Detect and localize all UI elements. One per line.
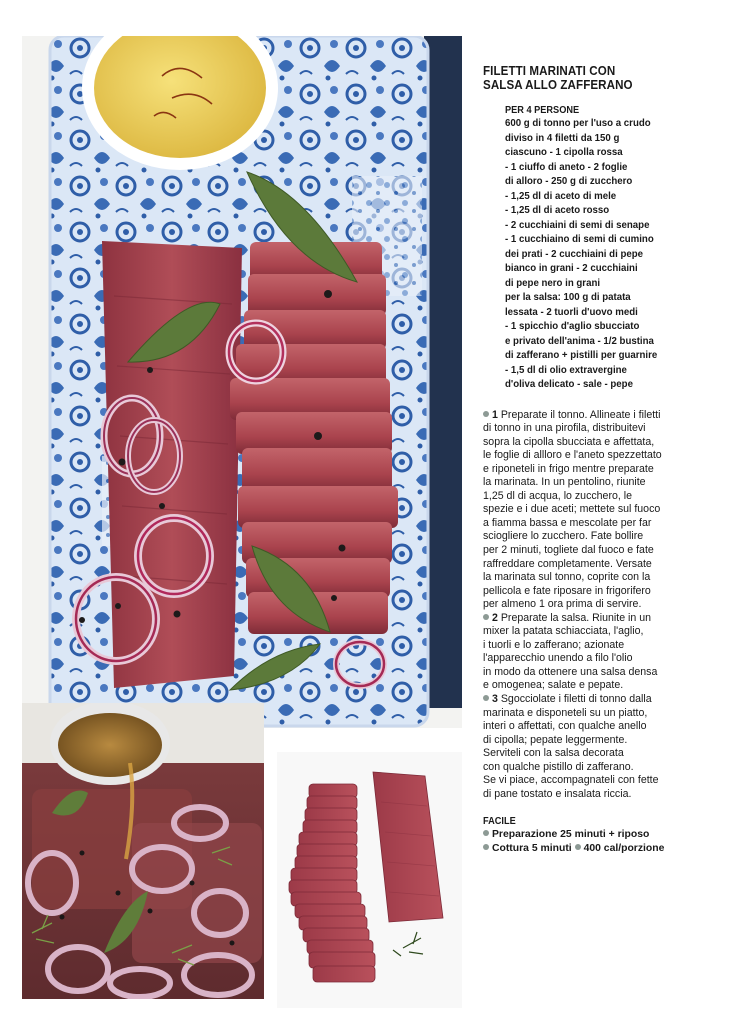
step-line: a fiamma bassa e mescolate per far xyxy=(483,516,652,529)
step-line: sopra la cipolla sbucciata e affettata, xyxy=(483,435,655,448)
step-line: mixer la patata schiacciata, l'aglio, xyxy=(483,625,644,638)
ingredient-line: - 1,25 dl di aceto di mele xyxy=(505,190,617,202)
main-dish-photo xyxy=(22,36,462,728)
cook-time-text: Cottura 5 minuti xyxy=(492,843,572,855)
step-number: 2 xyxy=(492,611,498,624)
ingredients-list xyxy=(505,117,705,393)
ingredient-line: per la salsa: 100 g di patata xyxy=(505,292,631,303)
ingredient-line: dei prati - 2 cucchiaini di pepe xyxy=(505,248,644,260)
ingredient-line: - 1 ciuffo di aneto - 2 foglie xyxy=(505,161,628,173)
bullet-dot-icon xyxy=(575,844,581,850)
main-dish-illustration xyxy=(22,36,462,728)
bullet-dot-icon xyxy=(483,411,489,417)
step-first-line: Preparate il tonno. Allineate i filetti xyxy=(500,408,661,421)
recipe-title xyxy=(483,64,731,92)
ingredient-line: 600 g di tonno per l'uso a crudo xyxy=(505,118,651,129)
step-line: e riponeteli in frigo mentre preparate xyxy=(483,462,654,475)
step-line: di pane tostato e insalata riccia. xyxy=(483,787,632,800)
ingredient-line: e privato dell'anima - 1/2 bustina xyxy=(505,335,654,347)
step-heading xyxy=(483,612,728,626)
step-line: e omogenea; salate e pepate. xyxy=(483,679,624,692)
bullet-dot-icon xyxy=(483,695,489,701)
ingredient-line: bianco in grani - 2 cucchiaini xyxy=(505,263,638,274)
ingredient-line: di zafferano + pistilli per guarnire xyxy=(505,350,658,361)
step-first-line: Preparate la salsa. Riunite in un xyxy=(500,611,652,624)
prep-time-text: Preparazione 25 minuti + riposo xyxy=(492,829,650,841)
step-line: raffreddare completamente. Versate xyxy=(483,557,652,570)
ingredient-line: - 1 cucchiaino di semi di cumino xyxy=(505,234,654,245)
ingredient-line: - 1,5 dl di olio extravergine xyxy=(505,364,627,376)
ingredient-line: di alloro - 250 g di zucchero xyxy=(505,176,633,187)
servings-heading: PER 4 PERSONE xyxy=(505,105,580,116)
step-line: 1,25 dl di acqua, lo zucchero, le xyxy=(483,489,632,502)
ingredient-line: lessata - 2 tuorli d'uovo medi xyxy=(505,306,638,318)
raw-fillets-photo xyxy=(277,752,462,1008)
step-number: 3 xyxy=(492,692,498,705)
step-line: per almeno 1 ora prima di servire. xyxy=(483,598,642,611)
marinade-photo xyxy=(22,703,264,999)
step-heading xyxy=(483,693,728,707)
step-line: Serviteli con la salsa decorata xyxy=(483,747,624,760)
step-line: Se vi piace, accompagnateli con fette xyxy=(483,774,659,787)
ingredient-line: d'oliva delicato - sale - pepe xyxy=(505,379,633,390)
step-line: con qualche pistillo di zafferano. xyxy=(483,760,634,773)
step-line: la marinata sul tonno, coprite con la xyxy=(483,571,651,584)
method-step-2 xyxy=(483,612,728,693)
bullet-dot-icon xyxy=(483,844,489,850)
method-step-3 xyxy=(483,693,728,801)
step-line: pellicola e fate riposare in frigorifero xyxy=(483,584,651,597)
recipe-title-line2: SALSA ALLO ZAFFERANO xyxy=(483,78,633,92)
marinade-illustration xyxy=(22,703,264,999)
bullet-dot-icon xyxy=(483,830,489,836)
step-line: la marinata. In un pentolino, riunite xyxy=(483,476,646,489)
recipe-text xyxy=(483,64,728,856)
bullet-dot-icon xyxy=(483,614,489,620)
method-section xyxy=(483,409,728,802)
step-line: di tonno in una pirofila, distribuitevi xyxy=(483,422,646,435)
raw-fillets-illustration xyxy=(277,752,462,1008)
step-first-line: Sgocciolate i filetti di tonno dalla xyxy=(500,692,652,705)
step-heading xyxy=(483,409,728,423)
ingredient-line: - 1 spicchio d'aglio sbucciato xyxy=(505,321,640,332)
step-line: l'apparecchio unendo a filo l'olio xyxy=(483,652,633,665)
ingredient-line: ciascuno - 1 cipolla rossa xyxy=(505,147,623,158)
prep-time xyxy=(483,828,728,842)
step-line: le foglie di allloro e l'aneto spezzettato xyxy=(483,449,662,462)
ingredient-line: diviso in 4 filetti da 150 g xyxy=(505,132,620,144)
step-number: 1 xyxy=(492,408,498,421)
calories-text: 400 cal/porzione xyxy=(583,843,665,855)
step-line: in modo da ottenere una salsa densa xyxy=(483,665,658,678)
difficulty-label: FACILE xyxy=(483,816,516,828)
cook-time xyxy=(483,842,728,856)
ingredient-line: - 2 cucchiaini di semi di senape xyxy=(505,219,650,231)
step-line: i tuorli e lo zafferano; azionate xyxy=(483,638,625,651)
step-line: per 2 minuti, togliete dal fuoco e fate xyxy=(483,543,654,556)
recipe-title-line1: FILETTI MARINATI CON xyxy=(483,64,616,78)
step-line: spezie e i due aceti; mettete sul fuoco xyxy=(483,503,661,516)
step-line: marinata e disponeteli su un piatto, xyxy=(483,706,648,719)
ingredient-line: - 1,25 dl di aceto rosso xyxy=(505,205,610,216)
step-line: sciogliere lo zucchero. Fate bollire xyxy=(483,530,644,543)
ingredient-line: di pepe nero in grani xyxy=(505,277,601,289)
step-line: interi o affettati, con qualche anello xyxy=(483,720,647,733)
method-step-1 xyxy=(483,409,728,612)
step-line: di cipolla; pepate leggermente. xyxy=(483,733,628,746)
